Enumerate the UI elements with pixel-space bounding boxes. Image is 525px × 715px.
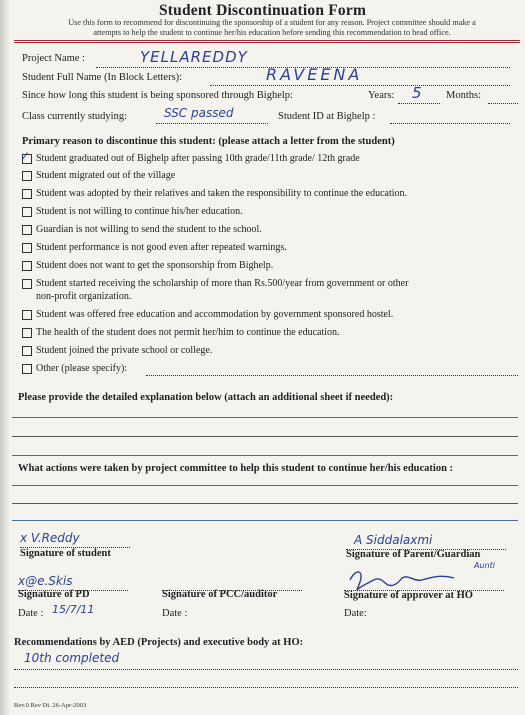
student-id-label: Student ID at Bighelp : bbox=[278, 111, 376, 122]
other-specify-line[interactable] bbox=[146, 374, 518, 376]
reason-checkbox-11[interactable] bbox=[22, 346, 32, 356]
intro-line-1: Use this form to recommend for discontinuing the sponsorship of a student for any reason. Project committee should make a bbox=[68, 18, 476, 27]
reason-option-10: The health of the student does not permit her/him to continue the education. bbox=[36, 327, 340, 338]
approver-signature-label: Signature of approver at HO bbox=[344, 590, 473, 601]
form-title: Student Discontinuation Form bbox=[158, 2, 367, 19]
reason-checkbox-5[interactable] bbox=[22, 225, 32, 235]
parent-relation-hw: Aunti bbox=[474, 561, 495, 570]
class-line bbox=[156, 122, 268, 124]
pcc-date-label: Date : bbox=[162, 608, 188, 619]
reason-option-2: Student migrated out of the village bbox=[36, 170, 176, 181]
class-label: Class currently studying: bbox=[22, 111, 127, 122]
reason-option-4: Student is not willing to continue his/her education. bbox=[36, 206, 243, 217]
since-label: Since how long this student is being sponsored through Bighelp: bbox=[22, 90, 293, 101]
recommendations-line-1[interactable] bbox=[14, 668, 518, 670]
reason-option-5: Guardian is not willing to send the student to the school. bbox=[36, 224, 262, 235]
pd-date-label: Date : bbox=[18, 608, 44, 619]
reason-option-3: Student was adopted by their relatives and taken the responsibility to continue the education. bbox=[36, 188, 408, 199]
student-name-label: Student Full Name (In Block Letters): bbox=[22, 72, 183, 83]
actions-line-3 bbox=[12, 520, 518, 521]
recommendations-line-2[interactable] bbox=[14, 686, 518, 688]
reason-checkbox-6[interactable] bbox=[22, 243, 32, 253]
reason-checkbox-2[interactable] bbox=[22, 171, 32, 181]
student-name-line bbox=[210, 84, 510, 86]
reason-option-6: Student performance is not good even after repeated warnings. bbox=[36, 242, 287, 253]
scan-edge bbox=[0, 0, 10, 715]
recommendations-hw[interactable]: 10th completed bbox=[24, 651, 120, 665]
recommendations-heading: Recommendations by AED (Projects) and executive body at HO: bbox=[14, 637, 304, 648]
header-divider bbox=[14, 40, 520, 41]
reason-checkbox-3[interactable] bbox=[22, 189, 32, 199]
student-signature-label: Signature of student bbox=[20, 548, 111, 559]
reason-checkbox-10[interactable] bbox=[22, 328, 32, 338]
actions-line-1 bbox=[12, 485, 518, 486]
reason-checkbox-4[interactable] bbox=[22, 207, 32, 217]
student-signature-hw: x V.Reddy bbox=[20, 531, 80, 545]
reason-checkbox-12[interactable] bbox=[22, 364, 32, 374]
months-line bbox=[488, 102, 518, 104]
reason-option-11: Student joined the private school or college. bbox=[36, 345, 213, 356]
approver-date-label: Date: bbox=[344, 608, 367, 619]
reason-option-8: Student started receiving the scholarship of more than Rs.500/year from government or other bbox=[36, 278, 409, 289]
reason-checkbox-8[interactable] bbox=[22, 279, 32, 289]
explanation-line-1 bbox=[12, 417, 518, 418]
form-intro bbox=[22, 18, 522, 38]
years-value[interactable]: 5 bbox=[412, 84, 422, 102]
reason-checkbox-9[interactable] bbox=[22, 310, 32, 320]
explanation-line-2 bbox=[12, 436, 518, 437]
project-name-value[interactable]: YELLAREDDY bbox=[140, 48, 248, 66]
reason-option-12: Other (please specify): bbox=[36, 363, 128, 374]
class-value[interactable]: SSC passed bbox=[164, 106, 234, 120]
months-label: Months: bbox=[446, 90, 482, 101]
intro-line-2: attempts to help the student to continue her/his education before sending this recommendation to head office. bbox=[93, 28, 451, 37]
project-name-label: Project Name : bbox=[22, 53, 85, 64]
explanation-line-3 bbox=[12, 455, 518, 456]
reason-option-8-continued: non-profit organization. bbox=[36, 291, 132, 302]
parent-signature-label: Signature of Parent/Guardian bbox=[346, 549, 481, 560]
actions-line-2 bbox=[12, 503, 518, 504]
header-divider-2 bbox=[14, 42, 520, 43]
reasons-heading: Primary reason to discontinue this student: (please attach a letter from the student) bbox=[22, 136, 395, 147]
reason-option-7: Student does not want to get the sponsorship from Bighelp. bbox=[36, 260, 274, 271]
years-label: Years: bbox=[368, 90, 395, 101]
pcc-signature-label: Signature of PCC/auditor bbox=[162, 589, 278, 600]
student-name-value[interactable]: RAVEENA bbox=[266, 65, 363, 84]
parent-signature-hw: A Siddalaxmi bbox=[354, 533, 433, 547]
actions-heading: What actions were taken by project committee to help this student to continue her/his education : bbox=[18, 463, 454, 474]
reason-option-1: Student graduated out of Bighelp after passing 10th grade/11th grade/ 12th grade bbox=[36, 153, 360, 164]
student-id-line bbox=[390, 122, 510, 124]
pd-signature-label: Signature of PD bbox=[18, 589, 90, 600]
pd-signature-hw: x@e.Skis bbox=[18, 574, 73, 588]
checkmark-icon: ✓ bbox=[20, 149, 31, 163]
explanation-heading: Please provide the detailed explanation below (attach an additional sheet if needed): bbox=[18, 392, 394, 403]
revision-note: Rev.0 Rev Dt. 26-Apr-2003 bbox=[14, 702, 87, 709]
pd-date-value[interactable]: 15/7/11 bbox=[52, 603, 95, 616]
years-line bbox=[398, 102, 440, 104]
reason-checkbox-7[interactable] bbox=[22, 261, 32, 271]
reason-option-9: Student was offered free education and accommodation by government sponsored hostel. bbox=[36, 309, 394, 320]
